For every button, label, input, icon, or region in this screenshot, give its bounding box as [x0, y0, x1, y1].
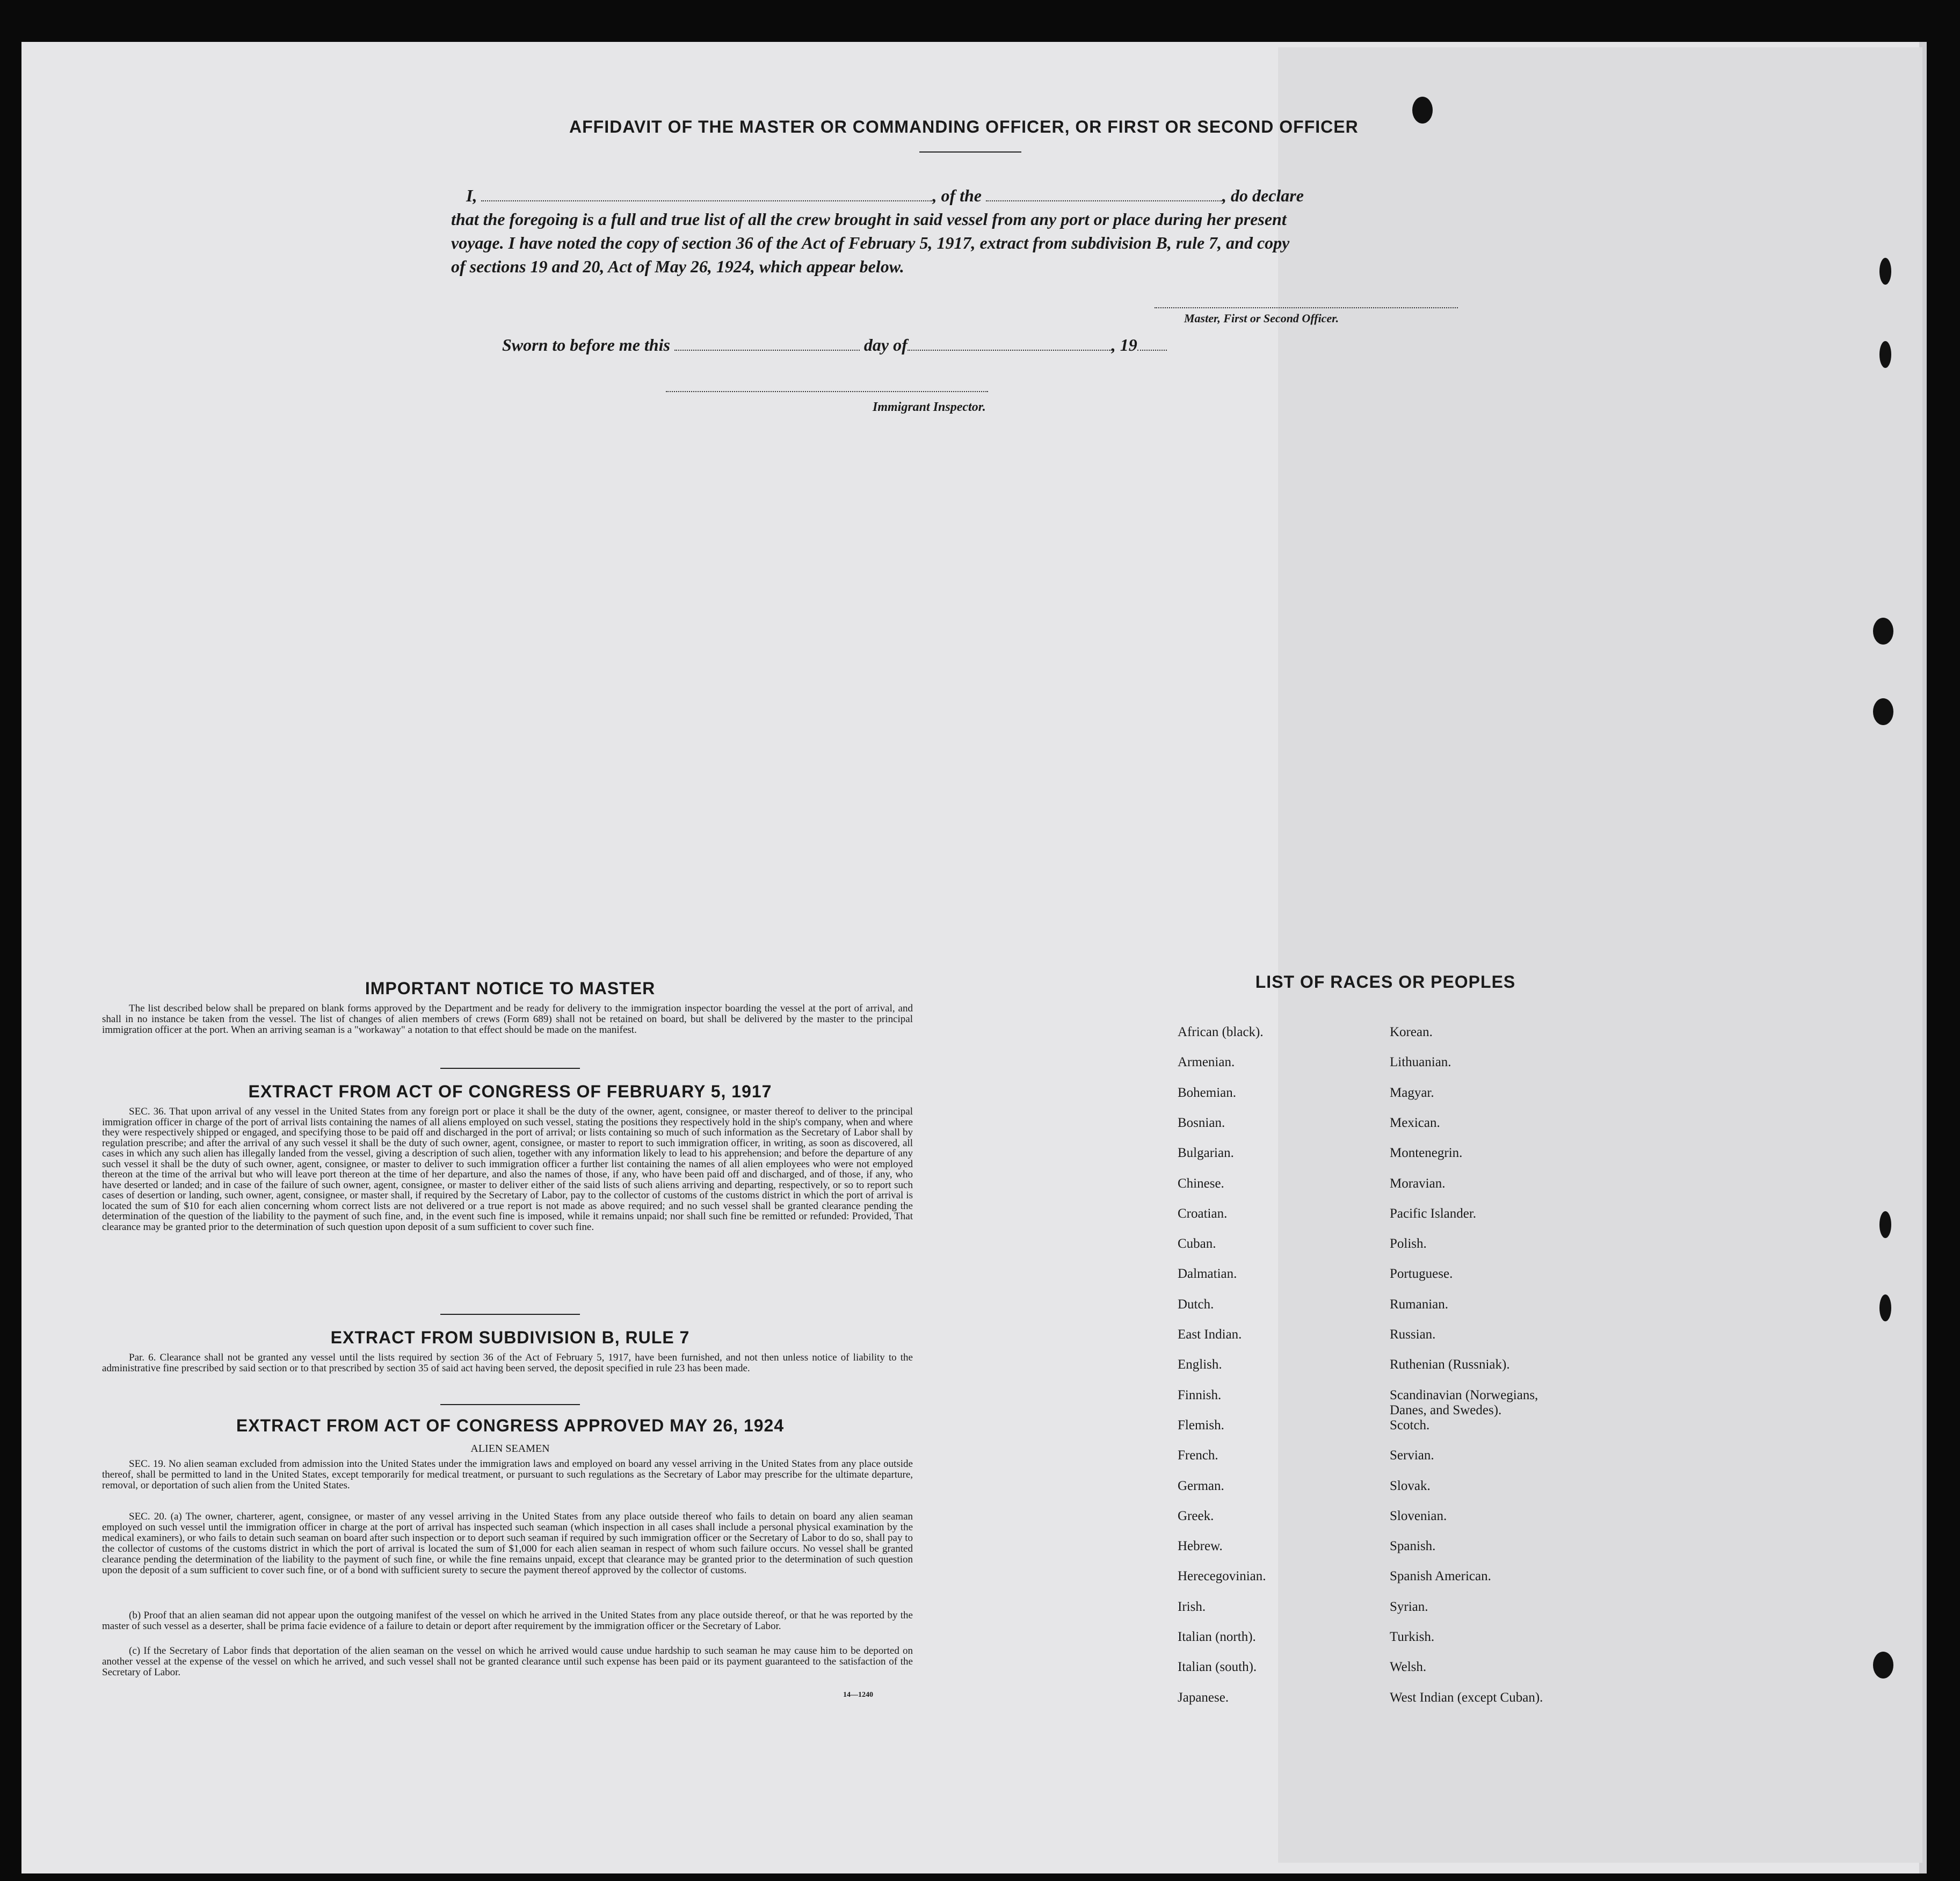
punch-hole: [1879, 258, 1891, 285]
sworn-line: [502, 333, 1308, 357]
sec20b-text: (b) Proof that an alien seaman did not appear upon the outgoing manifest of the vessel on which he arrived in the United States from any place outside thereof, or that he was reported by the master of such vessel as a deserter, shall be prima facie evidence of a failure to detain or deport after requirement by the immigration officer or the Secretary of Labor.: [102, 1610, 913, 1632]
race-item: Irish.: [1178, 1599, 1206, 1614]
alien-seamen-subtitle: ALIEN SEAMEN: [470, 1443, 550, 1455]
extract-1924-title: EXTRACT FROM ACT OF CONGRESS APPROVED MAY 26, 1924: [236, 1416, 785, 1435]
race-item: Herecegovinian.: [1178, 1569, 1266, 1584]
race-item: Hebrew.: [1178, 1539, 1223, 1554]
extract-1917-text: SEC. 36. That upon arrival of any vessel in the United States from any foreign port or place it shall be the duty of the owner, agent, consignee, or master thereof to deliver to the principal immigration officer in charge of the port of arrival lists containing the names of all aliens employed on such vessel, stating the positions they respectively hold in the ship's company, when and where they were respectively shipped or engaged, and specifying those to be paid off and discharged in the port of arrival; or lists containing so much of such information as the Secretary of Labor shall by regulation prescribe; and after the arrival of any such vessel it shall be the duty of such owner, agent, consignee, or master to report to such immigration officer, in writing, as soon as discovered, all cases in which any such alien has illegally landed from the vessel, giving a description of such alien, together with any information likely to lead to his apprehension; and before the departure of any such vessel it shall be the duty of such owner, agent, consignee, or master to deliver to such immigration officer a further list containing the names of all alien employees who were not employed thereon at the time of the arrival but who will leave port thereon at the time of her departure, and also the names of those, if any, who have been paid off and discharged, and of those, if any, who have deserted or landed; and in case of the failure of such owner, agent, consignee, or master to deliver either of the said lists of such aliens arriving and departing, respectively, or so to report such cases of desertion or landing, such owner, agent, consignee, or master shall, if required by the Secretary of Labor, pay to the collector of customs of the customs district in which the port of arrival is located the sum of $10 for each alien concerning whom correct lists are not delivered or a true report is not made as above required; and no such vessel shall be granted clearance pending the determination of the question of the liability to the payment of such fine, and, in the event such fine is imposed, while it remains unpaid; nor shall such fine be remitted or refunded: Provided, That clearance may be granted prior to the determination of such question upon deposit of a sum sufficient to cover such fine.: [102, 1106, 913, 1233]
punch-hole: [1879, 341, 1891, 368]
month-blank[interactable]: [908, 350, 1112, 351]
affidavit-line-3: voyage. I have noted the copy of section 36 of the Act of February 5, 1917, extract from subdivision B, rule 7, and copy: [451, 233, 1290, 252]
sworn-day-blank[interactable]: [674, 350, 860, 351]
extract-rule7-title: EXTRACT FROM SUBDIVISION B, RULE 7: [330, 1328, 690, 1347]
divider: [440, 1068, 580, 1069]
bleed-through-page: [1278, 47, 1922, 1863]
race-item: Syrian.: [1390, 1599, 1428, 1614]
sec20a-text: SEC. 20. (a) The owner, charterer, agent, consignee, or master of any vessel arriving in the United States from any place outside thereof who fails to detain on board any alien seaman employed on such vessel until the immigration officer in charge at the port of arrival has inspected such seaman (which inspection in all cases shall include a personal physical examination by the medical examiners), or who fails to detain such seaman on board after such inspection or to deport such seaman if required by such immigration officer or the Secretary of Labor to do so, shall pay to the collector of customs of the customs district in which the port of arrival is located the sum of $1,000 for each alien seaman in respect of whom such failure occurs. No vessel shall be granted clearance pending the determination of the liability to the payment of such fine, or while the fine remains unpaid, except that clearance may be granted prior to the determination of such question upon the deposit of a sum sufficient to cover such fine, or of a bond with sufficient surety to secure the payment thereof approved by the collector of customs.: [102, 1511, 913, 1576]
sec20c-text: (c) If the Secretary of Labor finds that deportation of the alien seaman on the vessel on which he arrived would cause undue hardship to such seaman he may cause him to be deported on another vessel at the expense of the vessel on which he arrived, and such vessel shall not be granted clearance until such expense has been paid or its payment guaranteed to the satisfaction of the Secretary of Labor.: [102, 1645, 913, 1678]
race-item: African (black).: [1178, 1025, 1264, 1039]
race-item: Spanish American.: [1390, 1569, 1491, 1584]
race-item: Bulgarian.: [1178, 1146, 1234, 1161]
race-item: East Indian.: [1178, 1327, 1242, 1342]
race-item: Welsh.: [1390, 1660, 1427, 1675]
race-item: Montenegrin.: [1390, 1146, 1463, 1161]
race-item: Rumanian.: [1390, 1297, 1449, 1312]
race-item: Russian.: [1390, 1327, 1436, 1342]
race-item: Italian (south).: [1178, 1660, 1257, 1675]
race-item: Cuban.: [1178, 1236, 1216, 1251]
race-item: West Indian (except Cuban).: [1390, 1690, 1543, 1705]
sworn-label: Sworn to before me this: [502, 335, 670, 355]
race-item: German.: [1178, 1478, 1224, 1493]
race-item: Korean.: [1390, 1025, 1433, 1039]
affidavit-declare: , do declare: [1222, 186, 1304, 205]
race-item: Moravian.: [1390, 1176, 1446, 1191]
race-item: French.: [1178, 1448, 1218, 1463]
punch-hole: [1879, 1211, 1891, 1238]
race-item: Slovak.: [1390, 1478, 1431, 1493]
race-item: Dalmatian.: [1178, 1267, 1237, 1282]
race-item: Pacific Islander.: [1390, 1206, 1477, 1221]
race-item: Spanish.: [1390, 1539, 1436, 1554]
race-item: Armenian.: [1178, 1055, 1235, 1070]
punch-hole: [1879, 1294, 1891, 1321]
race-item: Dutch.: [1178, 1297, 1214, 1312]
race-item: Finnish.: [1178, 1387, 1222, 1402]
race-item: Turkish.: [1390, 1630, 1435, 1644]
affidavit-title: AFFIDAVIT OF THE MASTER OR COMMANDING OFFICER, OR FIRST OR SECOND OFFICER: [569, 117, 1359, 136]
affidavit-line-1: [466, 184, 1497, 207]
notice-text: The list described below shall be prepared on blank forms approved by the Department and be ready for delivery to the immigration inspector boarding the vessel at the port of arrival, and shall in no instance be taken from the vessel. The list of changes of alien members of crews (Form 689) shall not be retained on board, but shall be delivered by the master to the principal immigration officer at the port. When an arriving seaman is a "workaway" a notation to that effect should be made on the manifest.: [102, 1003, 913, 1036]
vessel-blank[interactable]: [986, 200, 1222, 201]
punch-hole: [1873, 1652, 1893, 1679]
race-item: Mexican.: [1390, 1115, 1440, 1130]
race-item: Chinese.: [1178, 1176, 1224, 1191]
race-item: Lithuanian.: [1390, 1055, 1451, 1070]
races-title: LIST OF RACES OR PEOPLES: [1255, 972, 1516, 992]
race-item: Greek.: [1178, 1508, 1214, 1523]
affidavit-of-the: , of the: [932, 186, 982, 205]
inspector-label: Immigrant Inspector.: [873, 400, 986, 414]
race-item: Polish.: [1390, 1236, 1427, 1251]
race-item: Italian (north).: [1178, 1630, 1256, 1644]
year-prefix: , 19: [1111, 335, 1137, 355]
extract-rule7-text: Par. 6. Clearance shall not be granted any vessel until the lists required by section 36 of the Act of February 5, 1917, have been furnished, and not then unless notice of liability to the administrative fine prescribed by said section or to that prescribed by section 35 of said act having been served, the deposit specified in rule 23 has been made.: [102, 1352, 913, 1374]
race-item: Scotch.: [1390, 1417, 1430, 1433]
affidavit-line-2: that the foregoing is a full and true list of all the crew brought in said vessel from any port or place during her present: [451, 209, 1287, 229]
race-item: Magyar.: [1390, 1085, 1434, 1100]
punch-hole: [1873, 618, 1893, 645]
race-item: Servian.: [1390, 1448, 1434, 1463]
form-number: 14—1240: [843, 1691, 873, 1699]
year-blank[interactable]: [1137, 350, 1167, 351]
race-item: Portuguese.: [1390, 1267, 1453, 1282]
master-signature-label: Master, First or Second Officer.: [1184, 312, 1339, 325]
title-underline: [919, 151, 1021, 153]
punch-hole: [1873, 698, 1893, 725]
race-item: Flemish.: [1178, 1417, 1224, 1433]
master-signature-line[interactable]: [1155, 307, 1458, 308]
affidavit-i: I,: [466, 186, 477, 205]
extract-1917-title: EXTRACT FROM ACT OF CONGRESS OF FEBRUARY 5, 1917: [248, 1082, 772, 1101]
divider: [440, 1314, 580, 1315]
race-item: Bosnian.: [1178, 1115, 1225, 1130]
affidavit-line-4: of sections 19 and 20, Act of May 26, 1924, which appear below.: [451, 257, 904, 276]
race-item: Japanese.: [1178, 1690, 1229, 1705]
name-blank[interactable]: [481, 200, 932, 201]
race-item: Bohemian.: [1178, 1085, 1237, 1100]
race-item: Ruthenian (Russniak).: [1390, 1357, 1510, 1372]
inspector-signature-line[interactable]: [666, 391, 988, 392]
race-item: Croatian.: [1178, 1206, 1228, 1221]
race-item: Scandinavian (Norwegians, Danes, and Swedes).: [1390, 1387, 1538, 1417]
day-of-label: day of: [863, 335, 908, 355]
notice-title: IMPORTANT NOTICE TO MASTER: [365, 979, 656, 998]
sec19-text: SEC. 19. No alien seaman excluded from admission into the United States under the immigration laws and employed on board any vessel arriving in the United States from any place outside thereof, shall be permitted to land in the United States, except temporarily for medical treatment, or pursuant to such regulations as the Secretary of Labor may prescribe for the ultimate departure, removal, or deportation of such alien from the United States.: [102, 1458, 913, 1491]
divider: [440, 1404, 580, 1405]
race-item: Slovenian.: [1390, 1508, 1447, 1523]
race-item: English.: [1178, 1357, 1222, 1372]
